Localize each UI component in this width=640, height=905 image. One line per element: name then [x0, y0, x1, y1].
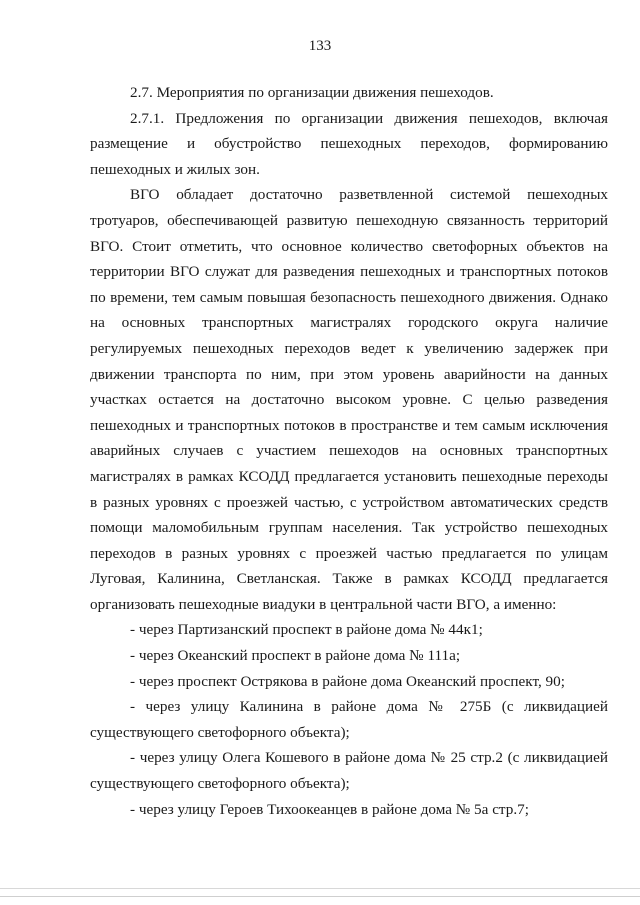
scan-edge-line — [0, 888, 640, 889]
list-item: - через проспект Острякова в районе дома Океанский проспект, 90; — [130, 672, 565, 690]
list-item: - через Партизанский проспект в районе дома № 44к1; — [130, 621, 483, 639]
list-item: - через Океанский проспект в районе дома № 111а; — [130, 647, 461, 665]
page-content — [90, 80, 608, 822]
section-heading: 2.7. Мероприятия по организации движения пешеходов. — [130, 84, 494, 101]
body-paragraph: ВГО обладает достаточно разветвленной системой пешеходных тротуаров, обеспечивающей развитую пешеходную связанность территорий ВГО. Стоит отметить, что основное количество светофорных объектов на территории ВГО служат для разведения пешеходных и транспортных потоков по времени, тем самым повышая безопасность пешеходного движения. Однако на основных транспортных магистралях городского округа наличие регулируемых пешеходных переходов ведет к увеличению задержек при движении транспорта по ним, при этом уровень аварийности на данных участках остается на достаточно высоком уровне. С целью разведения пешеходных и транспортных потоков в пространстве и тем самым исключения аварийных случаев с участием пешеходов на основных транспортных магистралях в рамках КСОДД предлагается установить пешеходные переходы в разных уровнях с проезжей частью, с устройством автоматических средств помощи маломобильным группам населения. Так устройство пешеходных переходов в разных уровнях с проезжей частью предлагается по улицам Луговая, Калинина, Светланская. Также в рамках КСОДД предлагается организовать пешеходные виадуки в центральной части ВГО, а именно: — [90, 186, 608, 613]
viaduct-list — [90, 617, 608, 822]
list-item: - через улицу Героев Тихоокеанцев в районе дома № 5а стр.7; — [130, 800, 529, 818]
list-item: - через улицу Олега Кошевого в районе дома № 25 стр.2 (с ликвидацией существующего светофорного объекта); — [90, 749, 608, 793]
scan-edge-line — [0, 896, 640, 897]
page-number: 133 — [308, 38, 332, 54]
list-item: - через улицу Калинина в районе дома № 275Б (с ликвидацией существующего светофорного объекта); — [90, 698, 608, 741]
subsection-heading: 2.7.1. Предложения по организации движения пешеходов, включая размещение и обустройство пешеходных переходов, формированию пешеходных и жилых зон. — [90, 109, 608, 178]
